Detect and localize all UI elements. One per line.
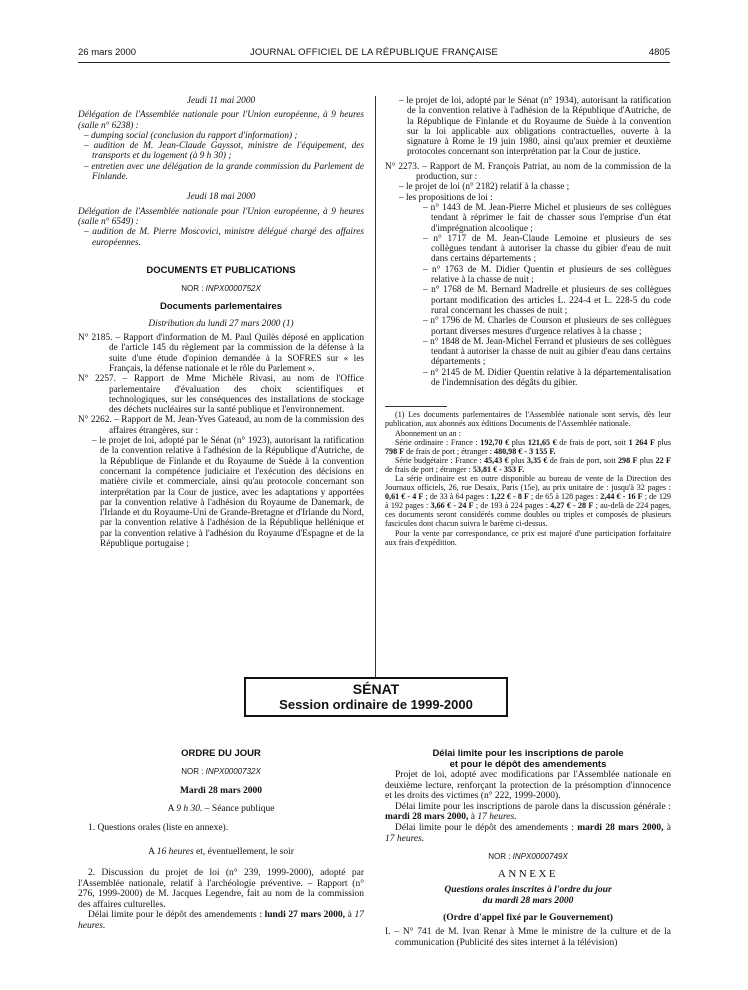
- document-subentry: – le projet de loi (n° 2182) relatif à la chasse ;: [399, 182, 570, 193]
- session-time: A 9 h 30. – Séance publique: [167, 804, 275, 815]
- proposition-item: – n° 1848 de M. Jean-Michel Ferrand et plusieurs de ses collègues tendant à autoriser la chasse de nuit au gibier d'eau dans certains départements ;: [423, 336, 671, 368]
- senat-title: SÉNAT: [352, 681, 400, 697]
- document-entry: N° 2185. – Rapport d'information de M. Paul Quilès déposé en application de l'article 145 du règlement par la commission de la défense à la suite d'une étude d'opinion demandée à la SOFRES sur « les Français, la défense nationale et le rôle du Parlement ».: [78, 333, 364, 374]
- delegation-heading: Délégation de l'Assemblée nationale pour l'Union européenne, à 9 heures (salle n° 6549) :: [78, 206, 364, 227]
- footnote-para: (1) Les documents parlementaires de l'Assemblée nationale sont servis, dès leur publication, aux abonnés aux éditions Documents de l'Assemblée nationale.: [385, 410, 671, 429]
- footnote-para: La série ordinaire est en outre disponible au bureau de vente de la Direction des Journaux officiels, 26, rue Desaix, Paris (15e), au prix unitaire de : jusqu'à 32 pages : 0,61 € - 4 F ; de 33 à 64 pages : 1,22 € - 8 F ; de 65 à 128 pages : 2,44 € - 16 F ; de 129 à 192 pages : 3,66 € - 24 F ; de 193 à 224 pages : 4,27 € - 28 F ; au-delà de 224 pages, ces documents seront considérés comme doubles ou triples et composés de plusieurs fascicules dont chacun suivra le barème ci-dessus.: [385, 473, 671, 529]
- footnote: [385, 410, 671, 546]
- header-date: 26 mars 2000: [78, 47, 137, 58]
- footnote-para: Série budgétaire : France : 45,43 € plus 3,35 € de frais de port, soit 298 F plus 22 F de frais de port ; étranger : 53,81 € - 353 F.: [385, 455, 671, 474]
- agenda-item: – dumping social (conclusion du rapport d'information) ;: [84, 130, 298, 141]
- proposition-item: – n° 1717 de M. Jean-Claude Lemoine et plusieurs de ses collègues tendant à autoriser la chasse du gibier d'eau de nuit dans certains départements ;: [423, 233, 671, 265]
- date-heading: Jeudi 18 mai 2000: [186, 192, 256, 203]
- deadline-line: Délai limite pour les inscriptions de parole dans la discussion générale : mardi 28 mars 2000, à 17 heures.: [385, 801, 671, 823]
- document-subentry: – le projet de loi, adopté par le Sénat (n° 1923), autorisant la ratification de la convention relative à l'adhésion de la République d'Autriche, de la République de Finlande et du Royaume de Suède à la convention concernant la compétence judiciaire et l'exécution des décisions en matière civile et commerciale, ainsi qu'au protocole concernant son interprétation par la Cour de justice, avec les adaptations y apportées par la convention relative à l'adhésion du Royaume de Danemark, de l'Irlande et du Royaume-Uni de Grande-Bretagne et d'Irlande du Nord, par la convention relative à l'adhésion de la République hellénique et par la convention relative à l'adhésion du Royaume d'Espagne et de la République portugaise ;: [92, 436, 364, 549]
- nor-reference: NOR : INPX0000732X: [181, 767, 261, 776]
- footnote-para: Pour la vente par correspondance, ce prix est majoré d'une participation forfaitaire aux frais d'expédition.: [385, 528, 671, 547]
- annexe-title: ANNEXE: [497, 867, 559, 880]
- right-column: [385, 96, 671, 547]
- document-entry: N° 2257. – Rapport de Mme Michèle Rivasi, au nom de l'Office parlementaire d'évaluation des choix scientifiques et technologiques, sur les conséquences des installations de stockage des déchets nucléaires sur la santé publique et l'environnement.: [78, 374, 364, 416]
- footnote-rule: [385, 406, 447, 407]
- deadline-line: Délai limite pour le dépôt des amendements : lundi 27 mars 2000, à 17 heures.: [78, 910, 364, 931]
- section-title: et pour le dépôt des amendements: [449, 759, 607, 770]
- proposition-item: – n° 2145 de M. Didier Quentin relative à la départementalisation de l'indemnisation des dégâts du gibier.: [423, 367, 671, 389]
- section-title: ORDRE DU JOUR: [181, 748, 261, 759]
- ordre-du-jour: [78, 748, 364, 932]
- proposition-item: – n° 1443 de M. Jean-Pierre Michel et plusieurs de ses collègues tendant à réprimer le fait de chasser sous l'emprise d'un état d'imprégnation alcoolique ;: [423, 202, 671, 234]
- header-rule: [78, 62, 670, 63]
- agenda-item: 2. Discussion du projet de loi (n° 239, 1999-2000), adopté par l'Assemblée nationale, relatif à l'archéologie préventive. – Rapport (n° 276, 1999-2000) de M. Jacques Legendre, fait au nom de la commission des affaires culturelles.: [78, 867, 364, 910]
- footnote-para: Abonnement un an :: [395, 428, 461, 438]
- document-entry: N° 2262. – Rapport de M. Jean-Yves Gateaud, au nom de la commission des affaires étrangères, sur :: [78, 415, 364, 436]
- question-item: I. – N° 741 de M. Ivan Renar à Mme le ministre de la culture et de la communication (Publicité des sites internet à la télévision): [385, 927, 671, 948]
- subsection-title: Documents parlementaires: [160, 301, 282, 313]
- section-title: DOCUMENTS ET PUBLICATIONS: [146, 264, 296, 276]
- distribution-line: Distribution du lundi 27 mars 2000 (1): [148, 318, 294, 329]
- nor-reference: NOR : INPX0000749X: [488, 852, 568, 862]
- document-subentry: – le projet de loi, adopté par le Sénat (n° 1934), autorisant la ratification de la convention relative à l'adhésion de la République d'Autriche, de la République de Finlande et du Royaume de Suède à la convention sur la loi applicable aux obligations contractuelles, ouverte à la signature à Rome le 19 juin 1980, ainsi qu'aux premier et deuxième protocoles concernant son interprétation par la Cour de justice.: [399, 96, 671, 158]
- order-note: (Ordre d'appel fixé par le Gouvernement): [443, 912, 613, 923]
- questions-title: Questions orales inscrites à l'ordre du jour: [444, 885, 612, 896]
- agenda-item: 1. Questions orales (liste en annexe).: [88, 822, 229, 833]
- proposition-item: – n° 1768 de M. Bernard Madrelle et plusieurs de ses collègues portant modification des articles L. 224-4 et L. 228-5 du code rural concernant les chasses de nuit ;: [423, 285, 671, 316]
- date-heading: Jeudi 11 mai 2000: [186, 96, 256, 106]
- document-entry: N° 2273. – Rapport de M. François Patriat, au nom de la commission de la production, sur :: [385, 161, 671, 183]
- section-title: Délai limite pour les inscriptions de parole: [432, 748, 624, 759]
- bill-description: Projet de loi, adopté avec modifications par l'Assemblée nationale en deuxième lecture, renforçant la protection de la présomption d'innocence et les droits des victimes (n° 222, 1999-2000).: [385, 770, 671, 802]
- agenda-item: – entretien avec une délégation de la grande commission du Parlement de Finlande.: [84, 161, 364, 183]
- senat-banner: [244, 677, 508, 717]
- agenda-item: – audition de M. Jean-Claude Gayssot, ministre de l'équipement, des transports et du logement (à 9 h 30) ;: [84, 141, 364, 162]
- session-date: Mardi 28 mars 2000: [179, 785, 263, 796]
- proposition-item: – n° 1796 de M. Charles de Courson et plusieurs de ses collègues portant diverses mesures d'urgence relatives à la chasse ;: [423, 316, 671, 337]
- agenda-item: – audition de M. Pierre Moscovici, ministre délégué chargé des affaires européennes.: [84, 227, 364, 248]
- delai-limite: [385, 748, 671, 948]
- journal-title: JOURNAL OFFICIEL DE LA RÉPUBLIQUE FRANÇAISE: [249, 47, 499, 58]
- page-header: [0, 47, 748, 61]
- delegation-heading: Délégation de l'Assemblée nationale pour l'Union européenne, à 9 heures (salle n° 6238) :: [78, 110, 364, 131]
- questions-title: du mardi 28 mars 2000: [482, 895, 574, 906]
- deadline-line: Délai limite pour le dépôt des amendements : mardi 28 mars 2000, à 17 heures.: [385, 822, 672, 844]
- document-subentry: – les propositions de loi :: [399, 192, 493, 203]
- proposition-item: – n° 1763 de M. Didier Quentin et plusieurs de ses collègues relative à la chasse de nuit ;: [423, 264, 671, 286]
- nor-reference: NOR : INPX0000752X: [181, 284, 261, 294]
- left-column: [78, 96, 364, 549]
- page-number: 4805: [648, 47, 670, 58]
- footnote-para: Série ordinaire : France : 192,70 € plus 121,65 € de frais de port, soit 1 264 F plus 798 F de frais de port ; étranger : 480,98 € - 3 155 F.: [385, 437, 671, 456]
- session-time: A 16 heures et, éventuellement, le soir: [148, 847, 294, 858]
- session-title: Session ordinaire de 1999-2000: [279, 697, 473, 712]
- column-divider: [375, 96, 376, 678]
